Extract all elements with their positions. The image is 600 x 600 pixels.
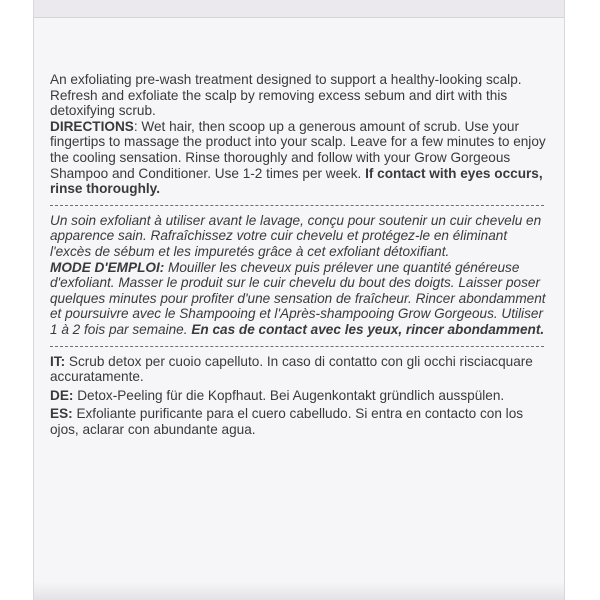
english-directions: : Wet hair, then scoop up a generous amount of scrub. Use your fingertips to massage the product into your scalp. Leave for a few minutes to enjoy the cooling sensation. Rinse thoroughly and follow with your Grow Gorgeous Shampoo and Conditioner. Use 1-2 times per week.: [50, 118, 546, 181]
italian-code: IT:: [50, 353, 66, 369]
spanish-code: ES:: [50, 406, 73, 422]
german-text: Detox-Peeling für die Kopfhaut. Bei Augenkontakt gründlich ausspülen.: [73, 387, 505, 403]
italian-text: Scrub detox per cuoio capelluto. In caso di contatto con gli occhi risciacquare accuratamente.: [50, 353, 533, 385]
french-directions: Mouiller les cheveux puis prélever une quantité généreuse d'exfoliant. Masser le produit sur le cuir chevelu du bout des doigts. Laisser poser quelques minutes pour profiter d'une sensation de fraîcheur. Rincer abondamment et poursuivre avec le Shampooing et l'Après-shampooing Grow Gorgeous. Utiliser 1 à 2 fois par semaine.: [50, 259, 546, 337]
box-bottom-shadow: [34, 582, 564, 600]
italian-section: [50, 354, 550, 385]
dashed-divider: [50, 205, 544, 206]
dashed-divider: [50, 346, 544, 347]
product-label-text: [50, 72, 550, 440]
german-code: DE:: [50, 387, 74, 403]
english-warning: If contact with eyes occurs, rinse thoroughly.: [50, 165, 543, 197]
box-lid-edge: [34, 0, 564, 18]
french-warning: En cas de contact avec les yeux, rincer abondamment.: [191, 321, 545, 337]
spanish-section: [50, 406, 550, 437]
spanish-text: Exfoliante purificante para el cuero cabelludo. Si entra en contacto con los ojos, aclarar con abundante agua.: [50, 406, 524, 437]
french-intro: Un soin exfoliant à utiliser avant le lavage, conçu pour soutenir un cuir chevelu en apparence sain. Rafraîchissez votre cuir chevelu et protégez-le en éliminant l'excès de sébum et les impuretés grâce à cet exfoliant détoxifiant.: [50, 212, 542, 259]
english-directions-label: DIRECTIONS: [50, 118, 134, 134]
german-section: [50, 388, 550, 404]
english-intro: An exfoliating pre-wash treatment designed to support a healthy-looking scalp. Refresh and exfoliate the scalp by removing excess sebum and dirt with this detoxifying scrub.: [50, 72, 522, 119]
english-section: [50, 72, 550, 197]
french-section: [50, 213, 550, 338]
french-directions-label: MODE D'EMPLOI:: [50, 259, 165, 275]
